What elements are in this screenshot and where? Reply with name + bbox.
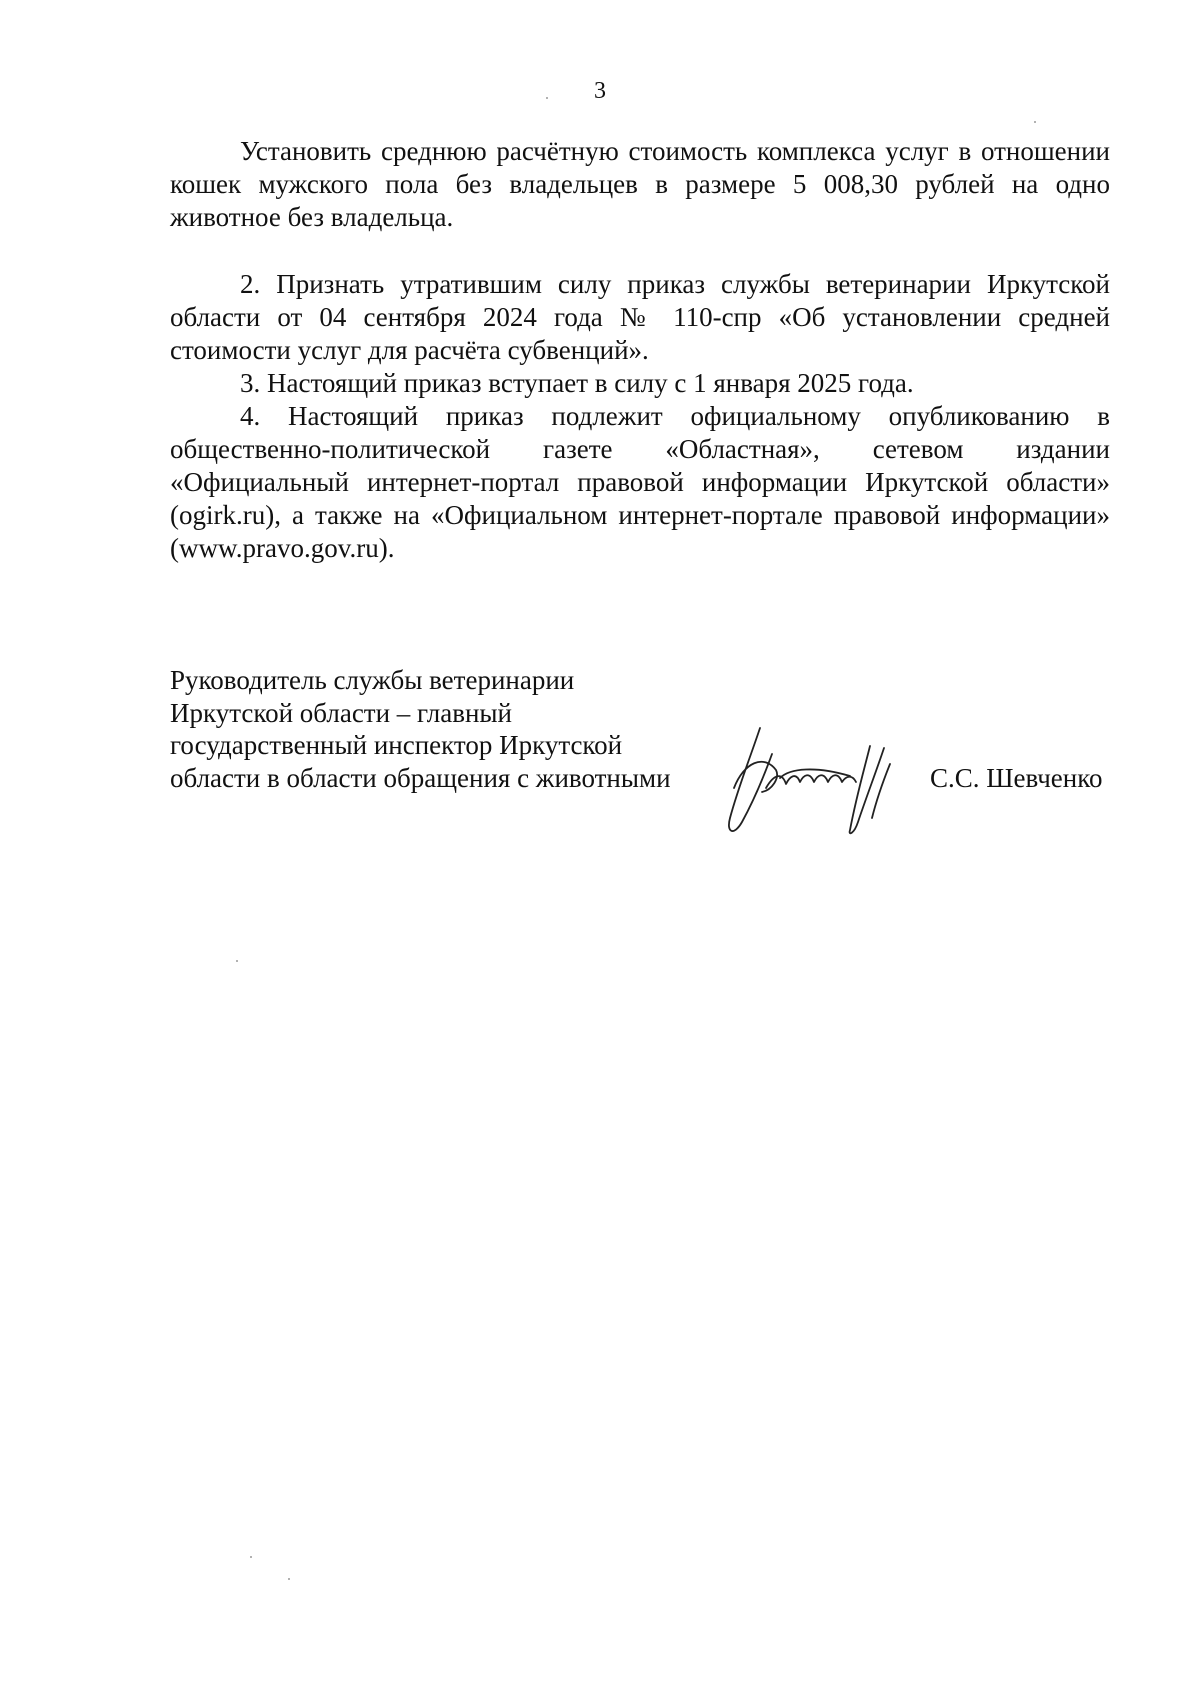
paragraph-repeal-order: 2. Признать утратившим силу приказ службы ветеринарии Иркутской области от 04 сентября 2024 года № 110-спр «Об установлении средней стоимости услуг для расчёта субвенций». — [170, 269, 1110, 365]
scan-speck — [546, 97, 548, 99]
signer-title-line: области в области обращения с животными — [170, 762, 671, 793]
scan-speck — [1034, 121, 1036, 123]
paragraph-publication: 4. Настоящий приказ подлежит официальному опубликованию в общественно-политической газете «Областная», сетевом издании «Официальный интернет-портал правовой информации Иркутской области» (ogirk.ru), а также на «Официальном интернет-портале правовой информации» (www.pravo.gov.ru). — [170, 401, 1110, 563]
scan-speck — [250, 1556, 252, 1558]
page-number: 3 — [594, 78, 606, 104]
scan-speck — [236, 960, 238, 962]
paragraph-cost-cats-male: Установить среднюю расчётную стоимость комплекса услуг в отношении кошек мужского пола без владельцев в размере 5 008,30 рублей на одно животное без владельца. — [170, 136, 1110, 232]
signatory-name: С.С. Шевченко — [930, 763, 1103, 793]
signer-title-line: государственный инспектор Иркутской — [170, 730, 623, 760]
paragraph-effective-date: 3. Настоящий приказ вступает в силу с 1 января 2025 года. — [240, 368, 914, 398]
signer-title-line: Руководитель службы ветеринарии — [170, 665, 575, 695]
signer-title-line: Иркутской области – главный — [170, 697, 512, 728]
handwritten-signature-icon — [720, 718, 920, 838]
scan-speck — [288, 1578, 290, 1580]
signer-title — [170, 664, 730, 794]
